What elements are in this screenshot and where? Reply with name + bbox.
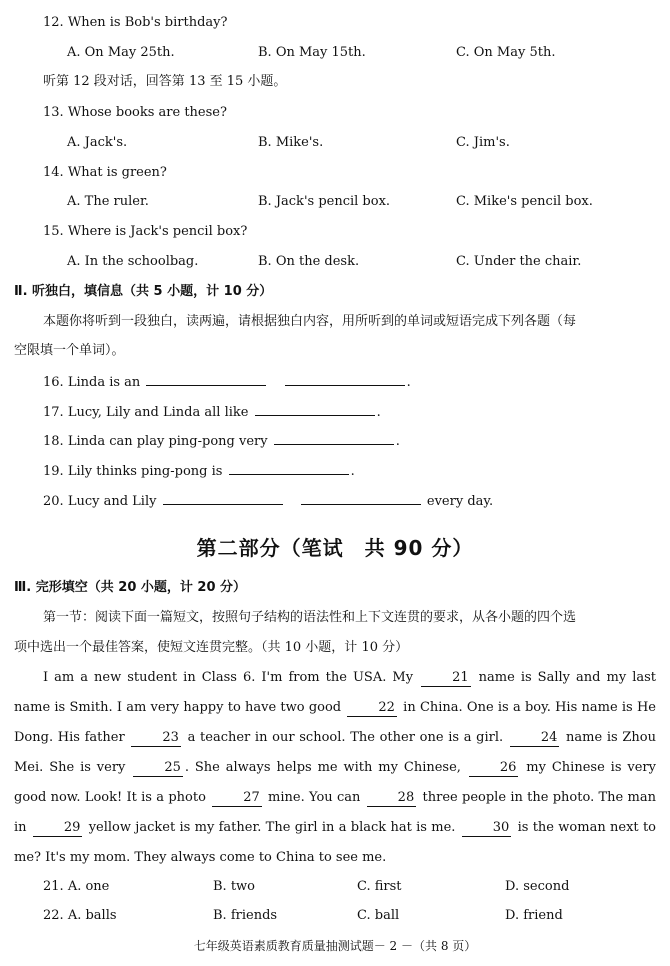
option-c: C. ball bbox=[357, 908, 400, 923]
answer-blank[interactable] bbox=[163, 491, 283, 505]
question-number: 13. bbox=[43, 105, 64, 120]
passage-text: is the woman next to me? It's my mom. They always come to China to see me. bbox=[14, 820, 656, 865]
option-b: B. Mike's. bbox=[258, 135, 324, 150]
option-b: B. two bbox=[213, 879, 255, 894]
option-a: A. Jack's. bbox=[67, 135, 128, 150]
cloze-blank-30[interactable]: 30 bbox=[462, 820, 512, 837]
item-text: Linda is an bbox=[67, 375, 141, 390]
option-b: B. On the desk. bbox=[258, 254, 360, 269]
cloze-blank-27[interactable]: 27 bbox=[212, 790, 262, 807]
question-stem: Where is Jack's pencil box? bbox=[67, 224, 248, 239]
item-tail: . bbox=[406, 375, 411, 390]
option-a: A. one bbox=[67, 879, 110, 894]
fill-item-17 bbox=[43, 402, 381, 422]
section-2-intro-line-2: 空限填一个单词）。 bbox=[14, 343, 125, 358]
option-d: D. friend bbox=[505, 908, 563, 923]
item-tail: . bbox=[376, 405, 381, 420]
item-number: 18. bbox=[43, 434, 64, 449]
passage-text: yellow jacket is my father. The girl in a black hat is me. bbox=[84, 820, 460, 835]
cloze-blank-22[interactable]: 22 bbox=[347, 700, 397, 717]
section-3-intro-line-1: 第一节：阅读下面一篇短文，按照句子结构的语法性和上下文连贯的要求，从各小题的四个选 bbox=[43, 610, 577, 625]
fill-item-19 bbox=[43, 461, 355, 481]
listening-instruction: 听第 12 段对话，回答第 13 至 15 小题。 bbox=[43, 74, 287, 89]
question-13 bbox=[43, 104, 227, 122]
page-footer: 七年级英语素质教育质量抽测试题－ 2 －（共 8 页） bbox=[193, 939, 477, 953]
passage-text: three people in the photo. The man in bbox=[14, 790, 656, 835]
item-tail: . bbox=[395, 434, 400, 449]
section-2-intro-line-1: 本题你将听到一段独白，读两遍，请根据独白内容，用所听到的单词或短语完成下列各题（每 bbox=[43, 314, 577, 329]
fill-item-20 bbox=[43, 491, 493, 511]
option-c: C. Jim's. bbox=[456, 135, 510, 150]
cloze-blank-24[interactable]: 24 bbox=[510, 730, 560, 747]
passage-text: mine. You can bbox=[263, 790, 365, 805]
passage-text: I am a new student in Class 6. I'm from the USA. My bbox=[43, 670, 420, 685]
item-number: 16. bbox=[43, 375, 64, 390]
question-stem: When is Bob's birthday? bbox=[67, 15, 228, 30]
passage-text: name is Zhou Mei. She is very bbox=[14, 730, 656, 775]
choice-number: 21. bbox=[43, 879, 64, 894]
item-text: Linda can play ping-pong very bbox=[67, 434, 268, 449]
section-2-heading: Ⅱ. 听独白，填信息（共 5 小题，计 10 分） bbox=[14, 284, 273, 299]
question-15 bbox=[43, 223, 247, 241]
cloze-blank-28[interactable]: 28 bbox=[367, 790, 417, 807]
option-b: B. On May 15th. bbox=[258, 45, 366, 60]
passage-text: name is Sally and my last name is Smith. I am very happy to have two good bbox=[14, 670, 656, 715]
question-number: 15. bbox=[43, 224, 64, 239]
passage-text: in China. One is a boy. His name is He Dong. His father bbox=[14, 700, 656, 745]
fill-item-16 bbox=[43, 372, 411, 392]
cloze-blank-29[interactable]: 29 bbox=[33, 820, 83, 837]
question-12 bbox=[43, 14, 227, 32]
cloze-blank-25[interactable]: 25 bbox=[133, 760, 183, 777]
item-text: Lucy, Lily and Linda all like bbox=[67, 405, 249, 420]
item-tail: . bbox=[350, 464, 355, 479]
answer-blank[interactable] bbox=[229, 461, 349, 475]
cloze-passage bbox=[14, 663, 656, 873]
passage-text: . She always helps me with my Chinese, bbox=[184, 760, 467, 775]
answer-blank[interactable] bbox=[255, 402, 375, 416]
option-c: C. Mike's pencil box. bbox=[456, 194, 593, 209]
passage-text: my Chinese is very good now. Look! It is a photo bbox=[14, 760, 656, 805]
item-number: 19. bbox=[43, 464, 64, 479]
fill-item-18 bbox=[43, 431, 400, 451]
section-3-intro-line-2: 项中选出一个最佳答案，使短文连贯完整。（共 10 小题，计 10 分） bbox=[14, 640, 409, 655]
answer-blank[interactable] bbox=[146, 372, 266, 386]
answer-blank[interactable] bbox=[274, 431, 394, 445]
item-text: Lily thinks ping-pong is bbox=[67, 464, 223, 479]
question-14 bbox=[43, 164, 167, 182]
answer-blank[interactable] bbox=[285, 372, 405, 386]
question-number: 12. bbox=[43, 15, 64, 30]
item-number: 20. bbox=[43, 494, 64, 509]
choice-22 bbox=[43, 907, 117, 925]
option-a: A. On May 25th. bbox=[67, 45, 175, 60]
option-c: C. first bbox=[357, 879, 402, 894]
item-text: Lucy and Lily bbox=[67, 494, 157, 509]
part-2-title: 第二部分（笔试 共 90 分） bbox=[196, 536, 474, 560]
option-a: A. The ruler. bbox=[67, 194, 149, 209]
section-3-heading: Ⅲ. 完形填空（共 20 小题，计 20 分） bbox=[14, 580, 247, 595]
choice-21 bbox=[43, 878, 109, 896]
item-number: 17. bbox=[43, 405, 64, 420]
question-stem: What is green? bbox=[67, 165, 167, 180]
item-tail: every day. bbox=[426, 494, 494, 509]
cloze-blank-23[interactable]: 23 bbox=[131, 730, 181, 747]
passage-text: a teacher in our school. The other one is a girl. bbox=[182, 730, 508, 745]
option-b: B. friends bbox=[213, 908, 278, 923]
option-a: A. In the schoolbag. bbox=[67, 254, 199, 269]
cloze-blank-26[interactable]: 26 bbox=[469, 760, 519, 777]
option-d: D. second bbox=[505, 879, 570, 894]
option-c: C. Under the chair. bbox=[456, 254, 582, 269]
option-c: C. On May 5th. bbox=[456, 45, 556, 60]
choice-number: 22. bbox=[43, 908, 64, 923]
answer-blank[interactable] bbox=[301, 491, 421, 505]
option-b: B. Jack's pencil box. bbox=[258, 194, 391, 209]
cloze-blank-21[interactable]: 21 bbox=[421, 670, 471, 687]
question-stem: Whose books are these? bbox=[67, 105, 227, 120]
question-number: 14. bbox=[43, 165, 64, 180]
option-a: A. balls bbox=[67, 908, 117, 923]
